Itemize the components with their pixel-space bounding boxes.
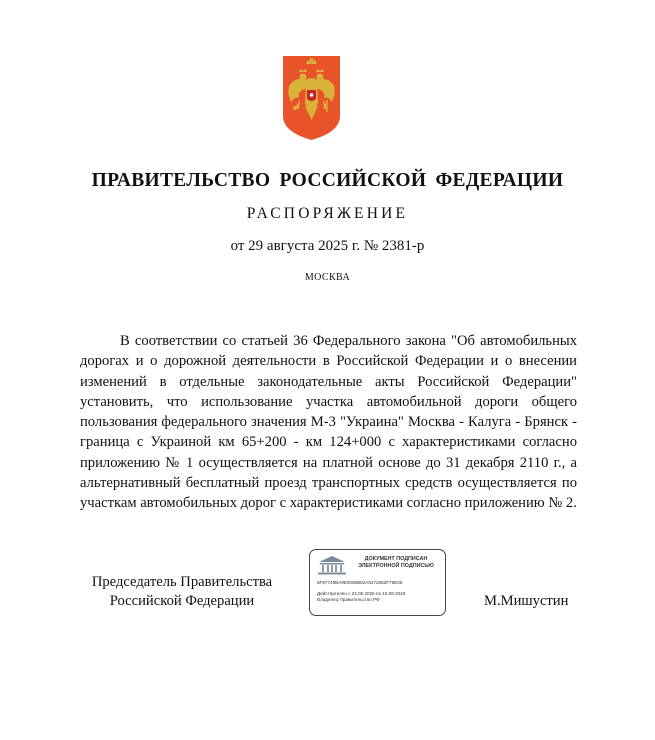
document-city: МОСКВА [304,272,351,283]
stamp-heading-line-2: ЭЛЕКТРОННОЙ ПОДПИСЬЮ [358,562,434,569]
russian-coat-of-arms-icon [283,56,340,140]
electronic-signature-stamp [309,549,446,616]
government-title: ПРАВИТЕЛЬСТВО РОССИЙСКОЙ ФЕДЕРАЦИИ [91,170,564,191]
stamp-heading-line-1: ДОКУМЕНТ ПОДПИСАН [364,556,428,562]
stamp-validity: Действителен с 22.05.2025 по 15.08.2026 [317,591,406,596]
document-date-number: от 29 августа 2025 г. № 2381-р [230,238,425,254]
coat-of-arms [283,56,340,140]
government-building-icon [316,555,348,575]
stamp-heading [350,556,442,569]
order-text: В соответствии со статьей 36 Федерального закона "Об автомобильных дорогах и о дорожной деятельности в Российской Федерации и о внесении изменений в отдельные законодательные акты Российской Федерации" установить, что использование участка автомобильной дороги общего пользования федерального значения М-3 "Украина" Москва - Калуга - Брянск - граница с Украиной км 65+200 - км 124+000 с характеристиками согласно приложению № 1 осуществляется на платной основе до 31 декабря 2110 г., а альтернативный бесплатный проезд транспортных средств осуществляется по участкам автомобильных дорог с характеристиками согласно приложению № 2. [80,333,577,512]
document-type: РАСПОРЯЖЕНИЕ [246,205,409,222]
stamp-owner: Владелец Правительство РФ [317,597,380,602]
stamp-logo [316,555,348,575]
signer-name: М.Мишустин [484,593,569,609]
signer-position [82,573,282,611]
signer-position-line-2: Российской Федерации [109,593,255,609]
signer-position-line-1: Председатель Правительства [91,574,273,590]
stamp-certificate: 6F87749BA9E0088B82A6472882F79E05 [317,580,403,585]
